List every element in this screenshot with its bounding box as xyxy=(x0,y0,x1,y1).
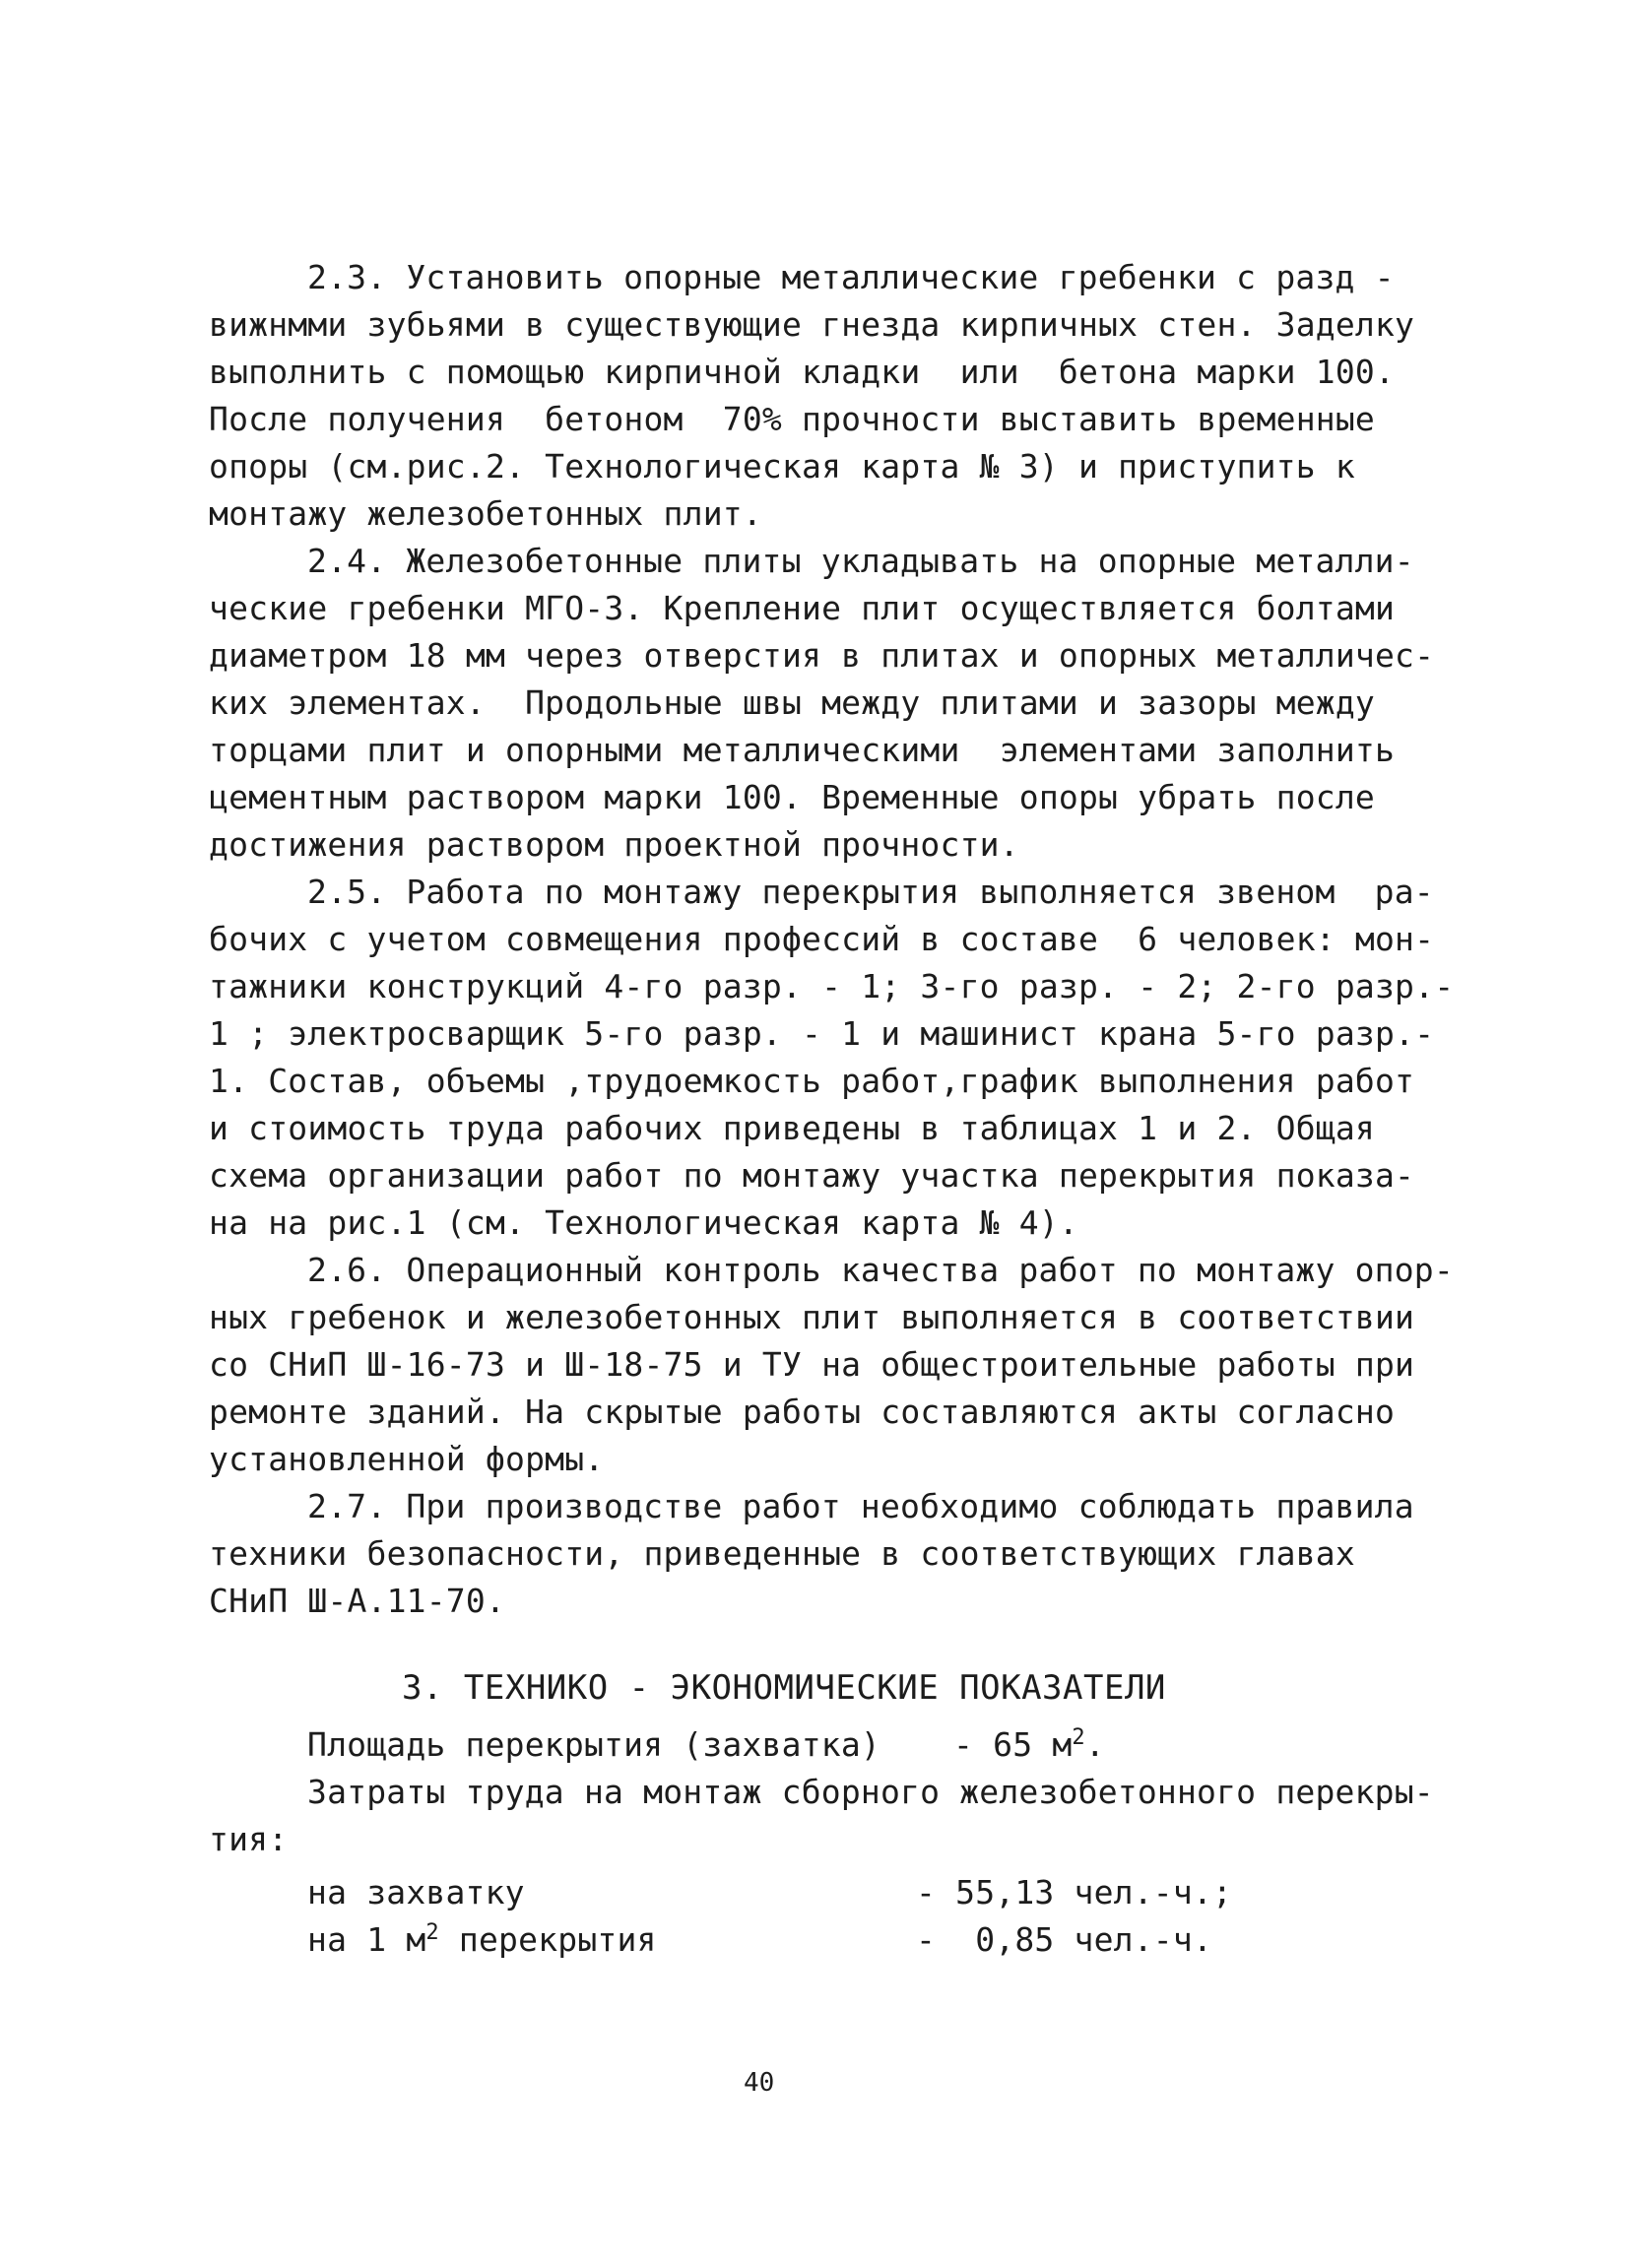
p2-6-line-1: 2.6. Операционный контроль качества работ по монтажу опор- xyxy=(307,1251,1454,1289)
p2-4-line-4: ких элементах. Продольные швы между плитами и зазоры между xyxy=(209,683,1375,722)
p2-5-line-1: 2.5. Работа по монтажу перекрытия выполняется звеном ра- xyxy=(307,873,1434,911)
p2-7-line-2: техники безопасности, приведенные в соответствующих главах xyxy=(209,1534,1355,1573)
p2-4-line-6: цементным раствором марки 100. Временные опоры убрать после xyxy=(209,778,1375,816)
p2-5-line-7: схема организации работ по монтажу участка перекрытия показа- xyxy=(209,1156,1415,1195)
p2-5-line-6: и стоимость труда рабочих приведены в таблицах 1 и 2. Общая xyxy=(209,1109,1375,1147)
labor-row-1-value: - 55,13 чел.-ч.; xyxy=(916,1873,1233,1912)
p2-5-line-8: на на рис.1 (см. Технологическая карта № 4). xyxy=(209,1203,1078,1242)
section-3-heading: 3. ТЕХНИКО - ЭКОНОМИЧЕСКИЕ ПОКАЗАТЕЛИ xyxy=(402,1668,1166,1708)
p2-3-line-3: выполнить с помощью кирпичной кладки или бетона марки 100. xyxy=(209,353,1396,391)
p2-4-line-1: 2.4. Железобетонные плиты укладывать на опорные металли- xyxy=(307,542,1414,580)
p2-4-line-5: торцами плит и опорными металлическими элементами заполнить xyxy=(209,731,1396,769)
p2-7-line-1: 2.7. При производстве работ необходимо соблюдать правила xyxy=(307,1487,1414,1525)
p2-6-line-3: со СНиП Ш-16-73 и Ш-18-75 и ТУ на общестроительные работы при xyxy=(209,1345,1415,1384)
p2-5-line-2: бочих с учетом совмещения профессий в составе 6 человек: мон- xyxy=(209,920,1435,958)
p2-4-line-7: достижения раствором проектной прочности. xyxy=(209,825,1019,864)
labor-line-1: Затраты труда на монтаж сборного железобетонного перекры- xyxy=(307,1773,1434,1811)
labor-row-2-label-b: перекрытия xyxy=(438,1920,657,1959)
p2-6-line-4: ремонте зданий. На скрытые работы составляются акты согласно xyxy=(209,1393,1396,1431)
p2-3-line-1: 2.3. Установить опорные металлические гребенки с разд - xyxy=(307,258,1395,296)
labor-row-1-label: на захватку xyxy=(307,1873,525,1912)
p2-7-line-3: СНиП Ш-А.11-70. xyxy=(209,1582,506,1620)
labor-row-2-sup: 2 xyxy=(425,1920,439,1945)
area-value-end: . xyxy=(1084,1725,1105,1764)
p2-3-line-2: вижнмми зубьями в существующие гнезда кирпичных стен. Заделку xyxy=(209,305,1415,344)
p2-3-line-5: опоры (см.рис.2. Технологическая карта № 3) и приступить к xyxy=(209,447,1355,486)
p2-4-line-3: диаметром 18 мм через отверстия в плитах и опорных металличес- xyxy=(209,636,1435,675)
p2-3-line-4: После получения бетоном 70% прочности выставить временные xyxy=(209,400,1375,438)
labor-row-2-label-a: на 1 м xyxy=(307,1920,426,1959)
labor-row-2-value: - 0,85 чел.-ч. xyxy=(916,1920,1213,1959)
area-value-text: - 65 м xyxy=(953,1725,1073,1764)
labor-row-2-label xyxy=(307,1920,657,1960)
p2-5-line-4: 1 ; электросварщик 5-го разр. - 1 и машинист крана 5-го разр.- xyxy=(209,1014,1435,1053)
p2-5-line-3: тажники конструкций 4-го разр. - 1; 3-го разр. - 2; 2-го разр.- xyxy=(209,967,1455,1005)
p2-6-line-5: установленной формы. xyxy=(209,1440,605,1478)
area-value-sup: 2 xyxy=(1072,1725,1085,1750)
p2-4-line-2: ческие гребенки МГО-3. Крепление плит осуществляется болтами xyxy=(209,589,1396,627)
labor-line-2: тия: xyxy=(209,1820,289,1858)
page-number: 40 xyxy=(744,2068,775,2098)
area-value xyxy=(953,1725,1105,1765)
area-label: Площадь перекрытия (захватка) xyxy=(307,1725,880,1764)
p2-6-line-2: ных гребенок и железобетонных плит выполняется в соответствии xyxy=(209,1298,1415,1336)
p2-5-line-5: 1. Состав, объемы ,трудоемкость работ,график выполнения работ xyxy=(209,1062,1415,1100)
p2-3-line-6: монтажу железобетонных плит. xyxy=(209,494,762,533)
